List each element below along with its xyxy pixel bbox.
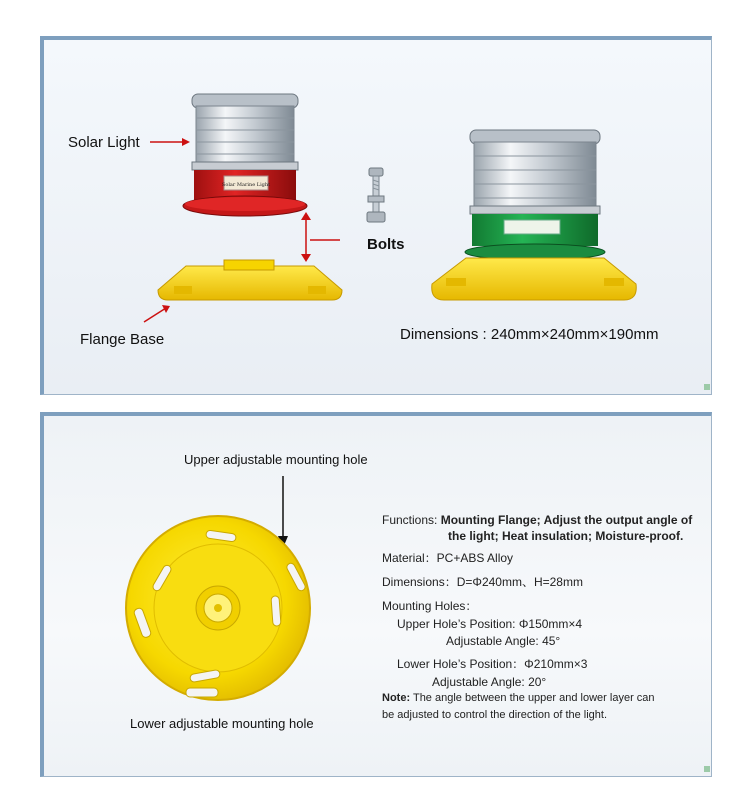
panel-corner-decoration <box>704 384 710 390</box>
red-solar-light-image <box>180 92 310 227</box>
solar-light-arrow <box>148 136 192 148</box>
functions-text-1: Mounting Flange; Adjust the output angle of <box>440 513 693 527</box>
material-spec: Material：PC+ABS Alloy <box>382 551 514 565</box>
bolts-label: Bolts <box>367 236 405 253</box>
note-line-2: be adjusted to control the direction of the light. <box>382 709 608 721</box>
upper-hole-label: Upper adjustable mounting hole <box>184 452 368 467</box>
flange-base-label: Flange Base <box>80 331 165 348</box>
dimensions-spec: Dimensions：D=Φ240mm、H=28mm <box>382 575 583 589</box>
flange-disk-image <box>120 512 316 704</box>
functions-line-2 <box>448 529 683 543</box>
green-solar-light-image <box>428 128 640 308</box>
dimensions-caption: Dimensions : 240mm×240mm×190mm <box>400 326 659 343</box>
upper-hole-position: Upper Hole’s Position: Φ150mm×4 <box>397 617 583 631</box>
functions-line-1 <box>382 513 692 527</box>
lower-hole-label: Lower adjustable mounting hole <box>130 716 314 731</box>
note-label: Note: <box>382 692 411 704</box>
note-line-1 <box>382 692 655 704</box>
mounting-holes-heading: Mounting Holes： <box>382 599 478 613</box>
lower-hole-angle: Adjustable Angle: 20° <box>432 675 547 689</box>
functions-text-2: the light; Heat insulation; Moisture-proof. <box>448 529 684 543</box>
flange-base-arrow <box>140 304 172 326</box>
bolt-image <box>364 168 388 226</box>
assembly-double-arrow <box>296 212 344 262</box>
note-text-1: The angle between the upper and lower layer can <box>412 692 655 704</box>
upper-hole-angle: Adjustable Angle: 45° <box>446 634 561 648</box>
flange-base-image <box>156 258 344 304</box>
solar-light-label: Solar Light <box>68 134 140 151</box>
panel-corner-decoration <box>704 766 710 772</box>
product-badge: Solar Marine Light <box>221 182 271 188</box>
functions-label: Functions: <box>382 513 438 527</box>
lower-hole-position: Lower Hole’s Position：Φ210mm×3 <box>397 657 588 671</box>
